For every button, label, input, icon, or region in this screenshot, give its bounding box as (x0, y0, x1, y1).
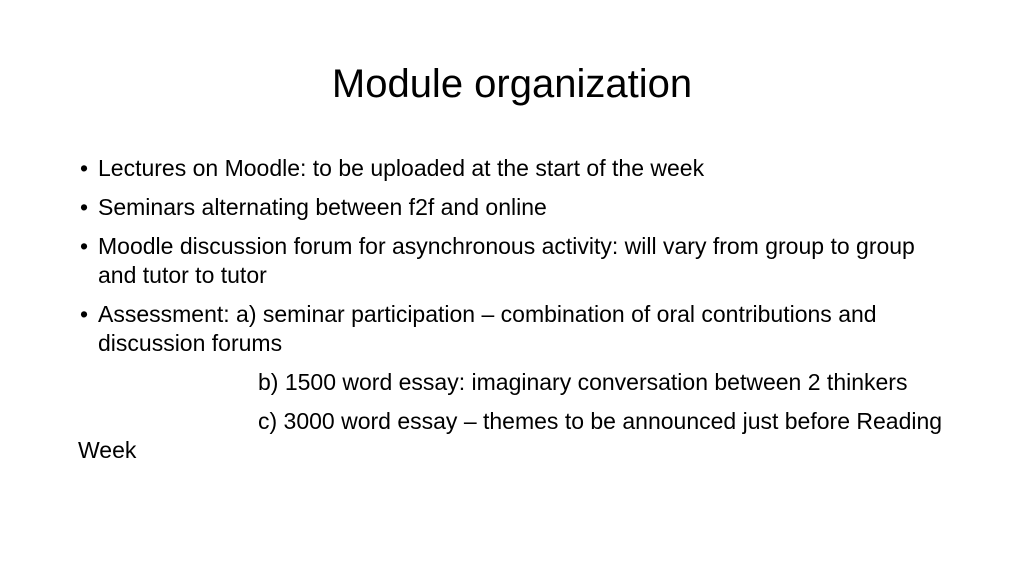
assessment-continuation-b: b) 1500 word essay: imaginary conversation between 2 thinkers (258, 369, 908, 395)
slide-title: Module organization (331, 62, 693, 106)
bullet-text: Assessment: a) seminar participation – combination of oral contributions and discussion forums (98, 301, 877, 356)
bullet-item (78, 300, 958, 358)
bullet-text: Lectures on Moodle: to be uploaded at the start of the week (98, 155, 705, 181)
bullet-icon: • (80, 233, 89, 259)
assessment-continuation-c: c) 3000 word essay – themes to be announced just before Reading Week (78, 408, 943, 463)
bullet-text: Seminars alternating between f2f and online (98, 194, 547, 220)
slide-body (78, 154, 958, 475)
bullet-text: Moodle discussion forum for asynchronous activity: will vary from group to group and tutor to tutor (98, 233, 915, 288)
bullet-item (78, 232, 958, 290)
bullet-item (78, 193, 958, 222)
bullet-icon: • (80, 194, 89, 220)
bullet-icon: • (80, 155, 89, 181)
bullet-item (78, 154, 958, 183)
bullet-icon: • (80, 301, 89, 327)
